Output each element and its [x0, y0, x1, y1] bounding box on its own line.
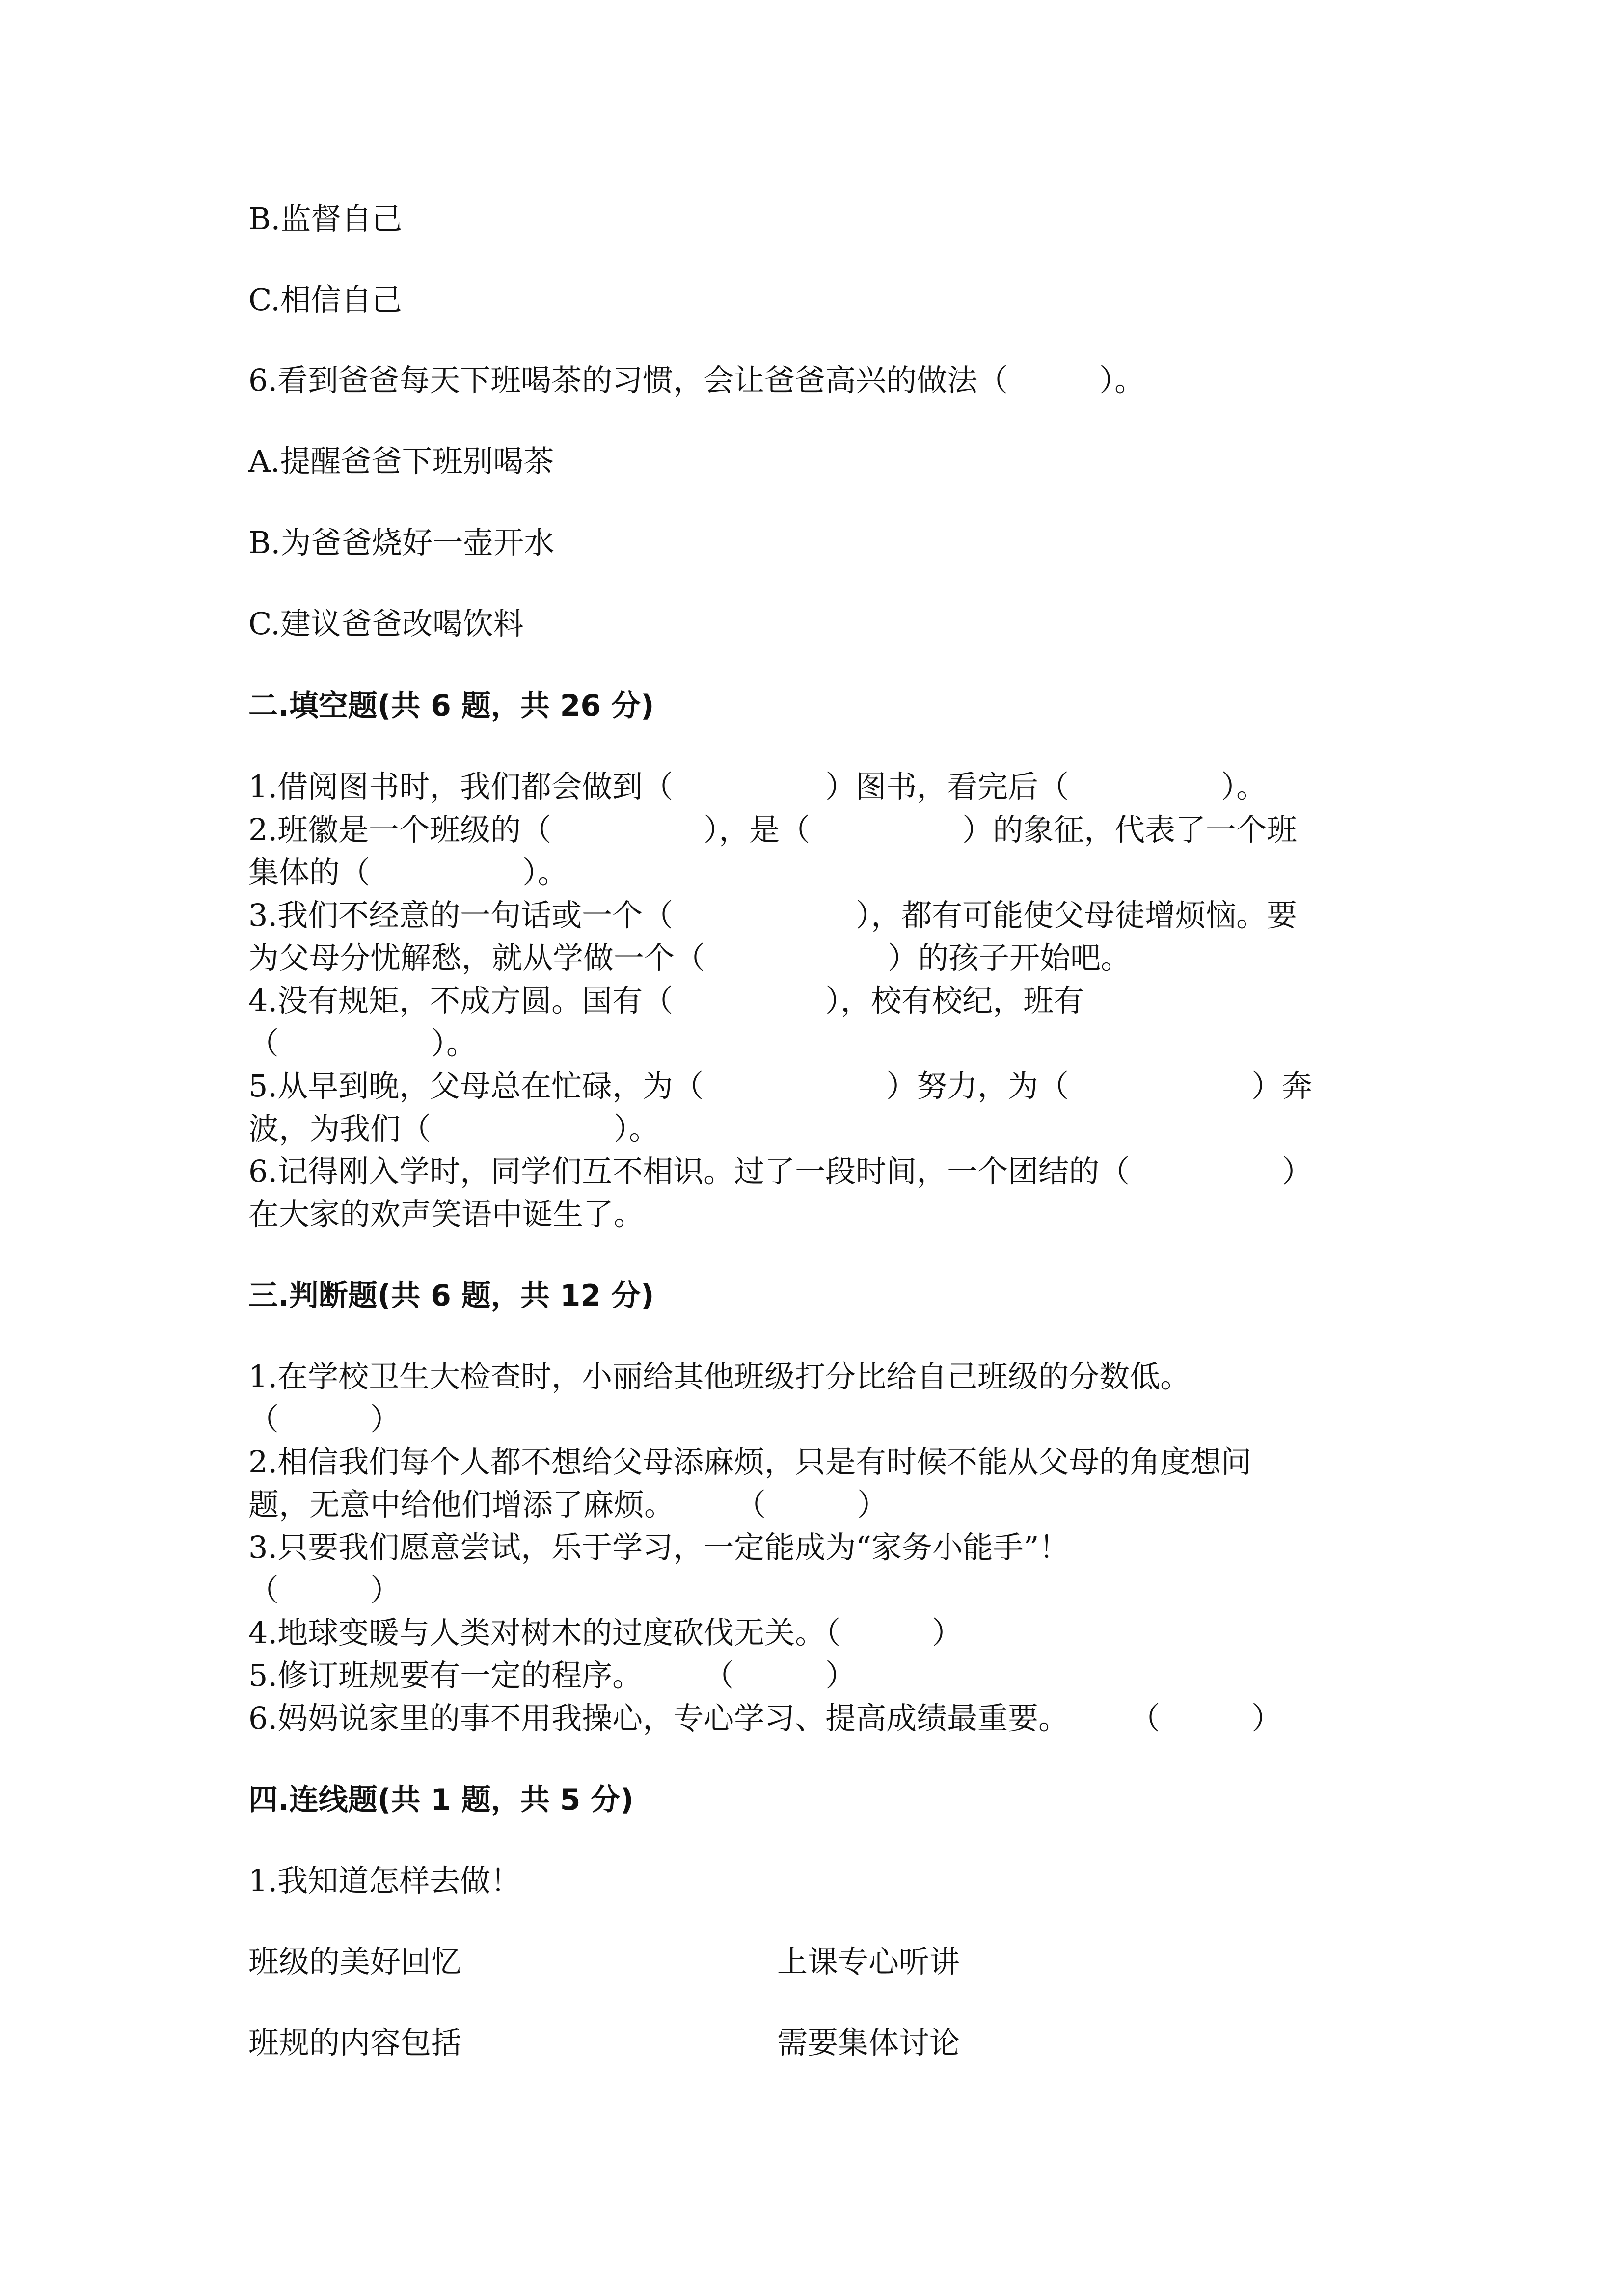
section2-line: 6.记得刚入学时，同学们互不相识。过了一段时间，一个团结的（ ）: [248, 1153, 1313, 1189]
section3-line: （ ）: [248, 1401, 401, 1437]
q6-option-c: C.建议爸爸改喝饮料: [248, 606, 524, 641]
section3-line: 3.只要我们愿意尝试，乐于学习，一定能成为“家务小能手”！: [248, 1529, 1070, 1565]
section2-line: 5.从早到晚，父母总在忙碌，为（ ）努力，为（ ）奔: [248, 1068, 1313, 1104]
section2-heading: 二.填空题(共 6 题，共 26 分): [248, 689, 654, 723]
q6-option-a: A.提醒爸爸下班别喝茶: [248, 443, 554, 479]
q6-option-b: B.为爸爸烧好一壶开水: [248, 525, 555, 561]
match-left-item: 班规的内容包括: [248, 2025, 462, 2060]
section2-line: 4.没有规矩，不成方圆。国有（ ），校有校纪，班有: [248, 983, 1084, 1018]
section3-line: （ ）: [248, 1572, 401, 1608]
section2-line: （ ）。: [248, 1025, 477, 1061]
match-right-item: 上课专心听讲: [777, 1944, 960, 1979]
q5-option-b: B.监督自己: [248, 201, 403, 237]
section2-line: 集体的（ ）。: [248, 854, 568, 890]
section4-heading: 四.连线题(共 1 题，共 5 分): [248, 1783, 634, 1817]
section3-line: 2.相信我们每个人都不想给父母添麻烦，只是有时候不能从父母的角度想问: [248, 1444, 1252, 1480]
section3-line: 4.地球变暖与人类对树木的过度砍伐无关。（ ）: [248, 1615, 963, 1651]
match-left-item: 班级的美好回忆: [248, 1944, 462, 1979]
section3-line: 6.妈妈说家里的事不用我操心，专心学习、提高成绩最重要。 （ ）: [248, 1700, 1282, 1736]
section2-line: 1.借阅图书时，我们都会做到（ ）图书，看完后（ ）。: [248, 769, 1267, 804]
section2-line: 2.班徽是一个班级的（ ），是（ ）的象征，代表了一个班: [248, 812, 1298, 848]
section2-line: 3.我们不经意的一句话或一个（ ），都有可能使父母徒增烦恼。要: [248, 897, 1298, 933]
section3-heading: 三.判断题(共 6 题，共 12 分): [248, 1279, 654, 1313]
section2-line: 在大家的欢声笑语中诞生了。: [248, 1196, 645, 1232]
section2-line: 波，为我们（ ）。: [248, 1111, 660, 1147]
q5-option-c: C.相信自己: [248, 282, 402, 318]
section4-question: 1.我知道怎样去做！: [248, 1863, 521, 1898]
section3-line: 题，无意中给他们增添了麻烦。 （ ）: [248, 1487, 888, 1522]
match-right-item: 需要集体讨论: [777, 2025, 960, 2060]
q6-stem: 6.看到爸爸每天下班喝茶的习惯，会让爸爸高兴的做法（ ）。: [248, 362, 1145, 398]
section3-line: 5.修订班规要有一定的程序。 （ ）: [248, 1657, 856, 1693]
section2-line: 为父母分忧解愁，就从学做一个（ ）的孩子开始吧。: [248, 940, 1132, 976]
section3-line: 1.在学校卫生大检查时，小丽给其他班级打分比给自己班级的分数低。: [248, 1359, 1191, 1394]
